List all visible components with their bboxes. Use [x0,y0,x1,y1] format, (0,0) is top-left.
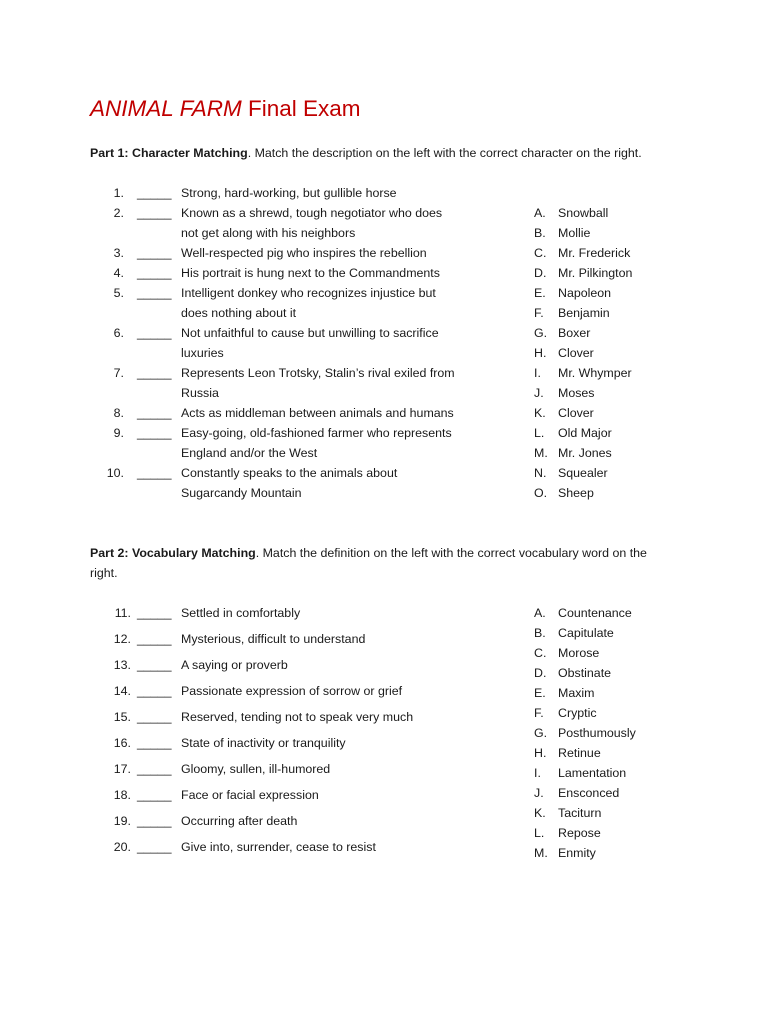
question-description: Strong, hard-working, but gullible horse [181,186,397,200]
question-description: Represents Leon Trotsky, Stalin’s rival exiled from [181,366,455,380]
option-letter: C. [534,646,547,660]
question-number: 10. [106,466,124,480]
option-text: Repose [558,826,601,840]
option-text: Mr. Whymper [558,366,632,380]
question-number: 17. [113,762,131,776]
answer-blank[interactable]: _____ [137,186,172,200]
option-letter: E. [534,686,546,700]
option-letter: B. [534,226,546,240]
title-rest: Final Exam [241,96,361,121]
question-number: 9. [113,426,124,440]
answer-blank[interactable]: _____ [137,426,172,440]
question-description: Occurring after death [181,814,298,828]
question-number: 13. [113,658,131,672]
question-description: Gloomy, sullen, ill-humored [181,762,331,776]
option-letter: F. [534,706,544,720]
option-letter: A. [534,606,546,620]
question-description: Reserved, tending not to speak very much [181,710,414,724]
question-description: Easy-going, old-fashioned farmer who represents [181,426,452,440]
question-number: 3. [113,246,124,260]
option-text: Mr. Pilkington [558,266,633,280]
question-description: luxuries [181,346,224,360]
question-description: Well-respected pig who inspires the rebellion [181,246,427,260]
option-letter: D. [534,666,547,680]
option-text: Morose [558,646,600,660]
question-description: Face or facial expression [181,788,319,802]
option-letter: M. [534,446,548,460]
question-number: 15. [113,710,131,724]
option-text: Lamentation [558,766,627,780]
question-description: State of inactivity or tranquility [181,736,346,750]
option-text: Posthumously [558,726,636,740]
answer-blank[interactable]: _____ [137,684,172,698]
answer-blank[interactable]: _____ [137,326,172,340]
part2-instruction-text: . Match the definition on the left with the correct vocabulary word on the [255,546,647,560]
answer-blank[interactable]: _____ [137,206,172,220]
question-description: Give into, surrender, cease to resist [181,840,376,854]
option-text: Enmity [558,846,596,860]
answer-blank[interactable]: _____ [137,840,172,854]
question-description: Not unfaithful to cause but unwilling to sacrifice [181,326,439,340]
answer-blank[interactable]: _____ [137,710,172,724]
option-letter: L. [534,426,545,440]
question-description: England and/or the West [181,446,318,460]
question-number: 5. [113,286,124,300]
option-letter: I. [534,766,541,780]
option-letter: I. [534,366,541,380]
answer-blank[interactable]: _____ [137,286,172,300]
part1-instruction-text: . Match the description on the left with the correct character on the right. [247,146,642,160]
option-text: Obstinate [558,666,612,680]
answer-blank[interactable]: _____ [137,466,172,480]
option-letter: J. [534,786,544,800]
option-text: Old Major [558,426,612,440]
question-number: 18. [113,788,131,802]
part1-instructions [90,143,690,163]
part2-instructions [90,543,690,583]
answer-blank[interactable]: _____ [137,658,172,672]
question-number: 8. [113,406,124,420]
option-text: Mollie [558,226,591,240]
question-number: 19. [113,814,131,828]
question-description: Russia [181,386,219,400]
page-title [90,94,361,124]
question-description: His portrait is hung next to the Commandments [181,266,440,280]
option-text: Squealer [558,466,608,480]
option-text: Maxim [558,686,595,700]
option-letter: D. [534,266,547,280]
question-description: does nothing about it [181,306,297,320]
part1-heading: Part 1: Character Matching [90,146,248,160]
option-letter: A. [534,206,546,220]
option-letter: E. [534,286,546,300]
question-number: 6. [113,326,124,340]
option-text: Cryptic [558,706,597,720]
answer-blank[interactable]: _____ [137,736,172,750]
question-description: A saying or proverb [181,658,288,672]
question-number: 11. [114,606,131,620]
option-letter: L. [534,826,545,840]
question-number: 7. [113,366,124,380]
question-number: 4. [113,266,124,280]
option-text: Clover [558,406,594,420]
option-letter: K. [534,806,546,820]
question-number: 20. [113,840,131,854]
answer-blank[interactable]: _____ [137,788,172,802]
option-letter: G. [534,726,548,740]
option-text: Mr. Frederick [558,246,631,260]
option-letter: K. [534,406,546,420]
question-description: Acts as middleman between animals and humans [181,406,454,420]
question-description: Sugarcandy Mountain [181,486,302,500]
question-description: Intelligent donkey who recognizes injustice but [181,286,436,300]
option-text: Sheep [558,486,594,500]
part2-heading: Part 2: Vocabulary Matching [90,546,256,560]
answer-blank[interactable]: _____ [137,762,172,776]
answer-blank[interactable]: _____ [137,246,172,260]
question-number: 2. [113,206,124,220]
answer-blank[interactable]: _____ [137,814,172,828]
question-description: Mysterious, difficult to understand [181,632,366,646]
option-text: Napoleon [558,286,612,300]
option-letter: M. [534,846,548,860]
question-number: 12. [113,632,131,646]
option-text: Snowball [558,206,609,220]
option-text: Ensconced [558,786,620,800]
option-text: Countenance [558,606,632,620]
option-text: Capitulate [558,626,614,640]
option-letter: H. [534,746,547,760]
option-text: Clover [558,346,594,360]
part2-instruction-text-line2: right. [90,566,118,580]
option-letter: N. [534,466,547,480]
option-letter: H. [534,346,547,360]
option-letter: F. [534,306,544,320]
title-italic: ANIMAL FARM [90,96,242,121]
option-text: Benjamin [558,306,610,320]
question-number: 16. [113,736,131,750]
option-letter: O. [534,486,548,500]
option-letter: C. [534,246,547,260]
option-text: Moses [558,386,595,400]
option-text: Taciturn [558,806,602,820]
question-description: Settled in comfortably [181,606,301,620]
option-letter: J. [534,386,544,400]
question-number: 1. [113,186,124,200]
answer-blank[interactable]: _____ [137,366,172,380]
option-letter: B. [534,626,546,640]
answer-blank[interactable]: _____ [137,632,172,646]
option-letter: G. [534,326,548,340]
option-text: Retinue [558,746,601,760]
question-number: 14. [113,684,131,698]
question-description: Known as a shrewd, tough negotiator who does [181,206,443,220]
answer-blank[interactable]: _____ [137,606,172,620]
question-description: not get along with his neighbors [181,226,356,240]
answer-blank[interactable]: _____ [137,406,172,420]
option-text: Mr. Jones [558,446,612,460]
question-description: Constantly speaks to the animals about [181,466,398,480]
question-description: Passionate expression of sorrow or grief [181,684,403,698]
option-text: Boxer [558,326,591,340]
answer-blank[interactable]: _____ [137,266,172,280]
